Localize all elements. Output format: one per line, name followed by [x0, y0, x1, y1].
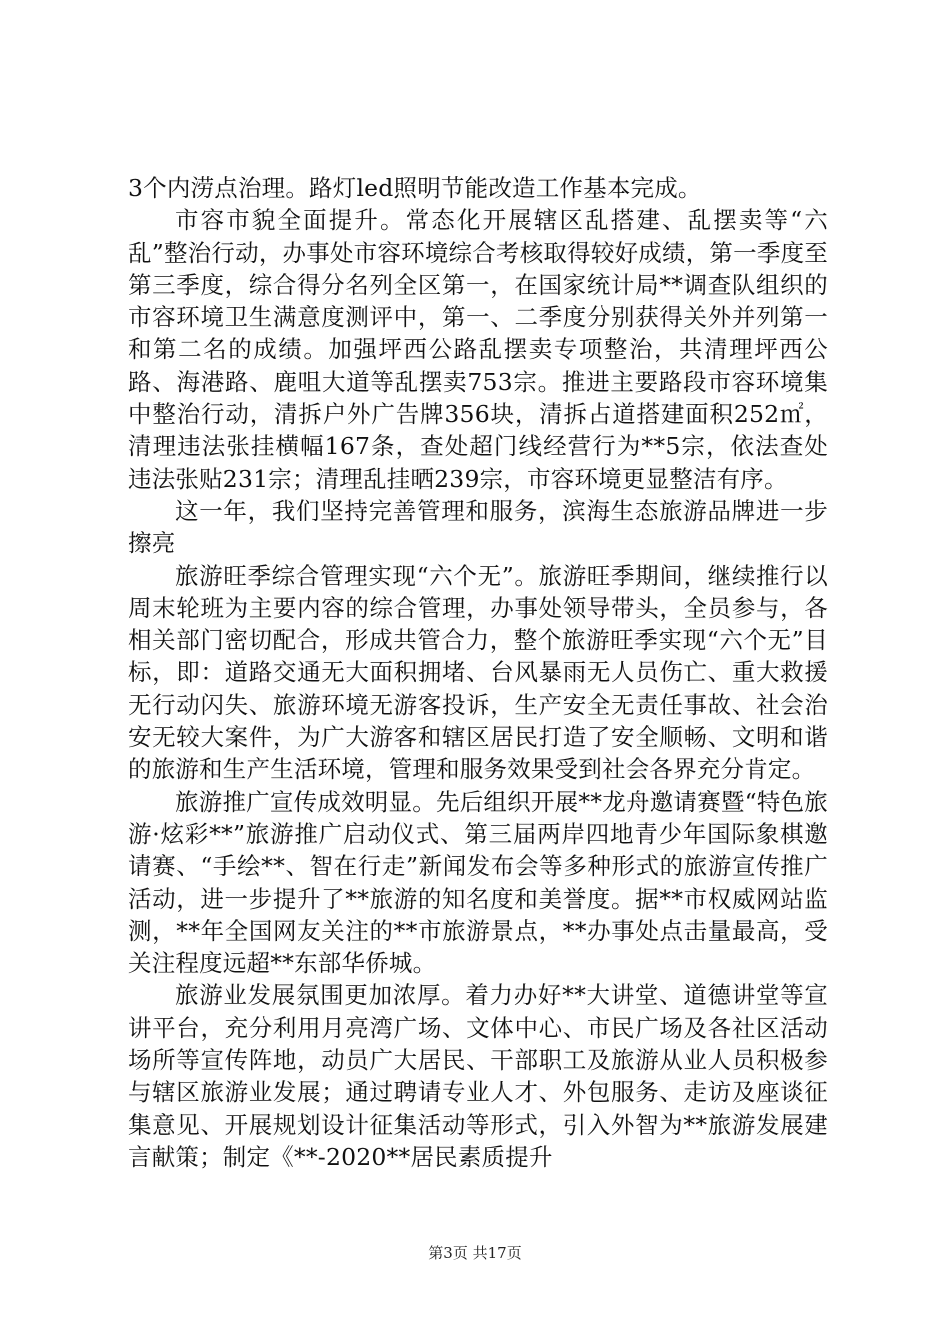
- paragraph-4: 旅游旺季综合管理实现“六个无”。旅游旺季期间，继续推行以周末轮班为主要内容的综合管理，办事处领导带头，全员参与，各相关部门密切配合，形成共管合力，整个旅游旺季实现“六个无”目标，即：道路交通无大面积拥堵、台风暴雨无人员伤亡、重大救援无行动闪失、旅游环境无游客投诉，生产安全无责任事故、社会治安无较大案件，为广大游客和辖区居民打造了安全顺畅、文明和谐的旅游和生产生活环境，管理和服务效果受到社会各界充分肯定。: [128, 561, 828, 784]
- paragraph-6: 旅游业发展氛围更加浓厚。着力办好**大讲堂、道德讲堂等宣讲平台，充分利用月亮湾广场、文体中心、市民广场及各社区活动场所等宣传阵地，动员广大居民、干部职工及旅游从业人员积极参与辖区旅游业发展；通过聘请专业人才、外包服务、走访及座谈征集意见、开展规划设计征集活动等形式，引入外智为**旅游发展建言献策；制定《**-2020**居民素质提升: [128, 981, 828, 1171]
- document-body: [128, 172, 828, 1173]
- paragraph-5: 旅游推广宣传成效明显。先后组织开展**龙舟邀请赛暨“特色旅游·炫彩**”旅游推广启动仪式、第三届两岸四地青少年国际象棋邀请赛、“手绘**、智在行走”新闻发布会等多种形式的旅游宣传推广活动，进一步提升了**旅游的知名度和美誉度。据**市权威网站监测，**年全国网友关注的**市旅游景点，**办事处点击量最高，受关注程度远超**东部华侨城。: [128, 787, 828, 978]
- page-number: 第3页 共17页: [428, 1244, 522, 1262]
- paragraph-2: 市容市貌全面提升。常态化开展辖区乱搭建、乱摆卖等“六乱”整治行动，办事处市容环境综合考核取得较好成绩，第一季度至第三季度，综合得分名列全区第一，在国家统计局**调查队组织的市容环境卫生满意度测评中，第一、二季度分别获得关外并列第一和第二名的成绩。加强坪西公路乱摆卖专项整治，共清理坪西公路、海港路、鹿咀大道等乱摆卖753宗。推进主要路段市容环境集中整治行动，清拆户外广告牌356块，清拆占道搭建面积252㎡，清理违法张挂横幅167条，查处超门线经营行为**5宗，依法查处违法张贴231宗；清理乱挂晒239宗，市容环境更显整洁有序。: [128, 206, 828, 493]
- paragraph-3: 这一年，我们坚持完善管理和服务，滨海生态旅游品牌进一步擦亮: [128, 496, 828, 558]
- paragraph-1: 3个内涝点治理。路灯led照明节能改造工作基本完成。: [128, 174, 702, 202]
